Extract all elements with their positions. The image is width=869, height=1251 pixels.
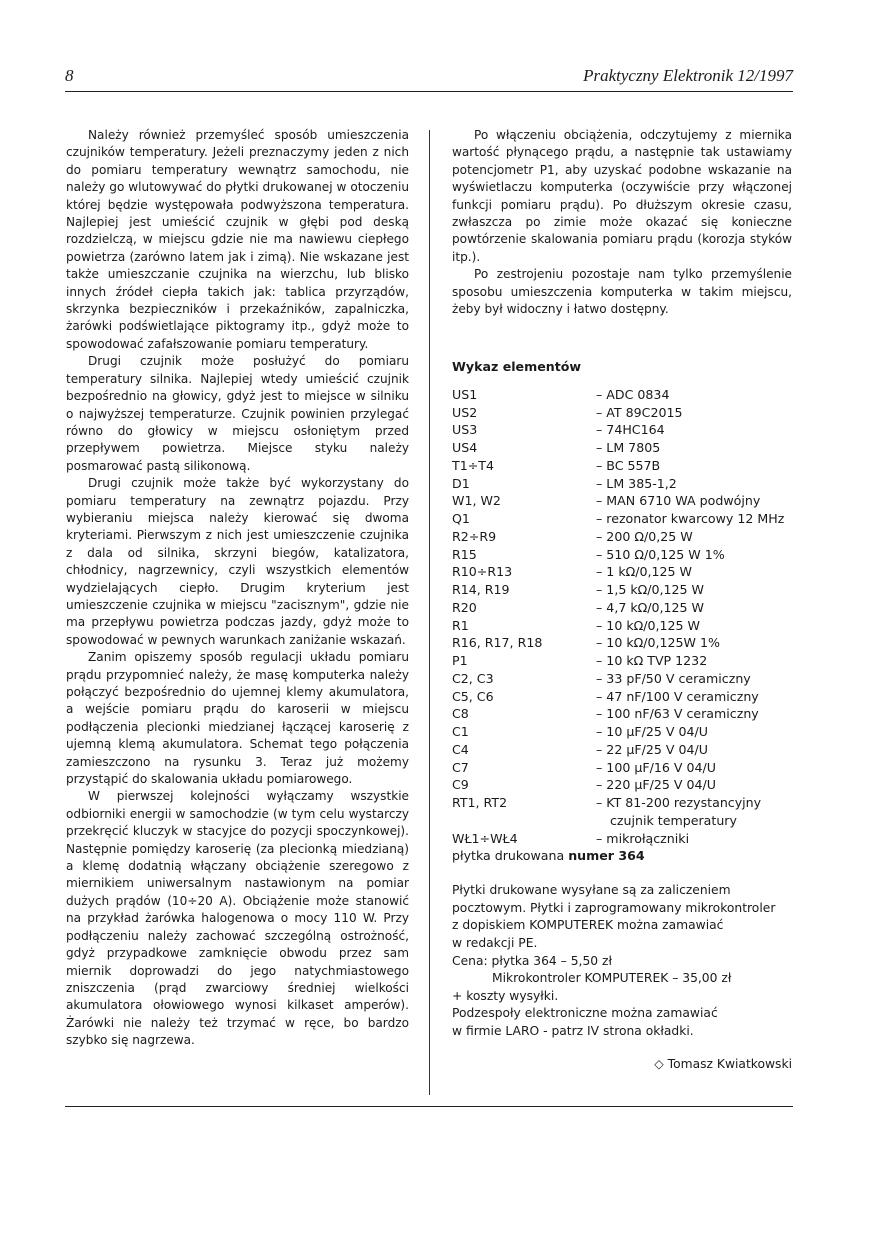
parts-list-item — [452, 421, 792, 439]
pcb-label: płytka drukowana — [452, 848, 565, 864]
parts-list-item — [452, 776, 792, 794]
part-value: – 74HC164 — [596, 422, 665, 438]
left-column — [66, 127, 409, 1050]
part-designator: C8 — [452, 706, 469, 722]
pcb-number: numer 364 — [568, 848, 645, 864]
info-line: Mikrokontroler KOMPUTEREK – 35,00 zł — [492, 971, 732, 986]
part-value: – 10 kΩ/0,125W 1% — [596, 635, 720, 651]
part-value: – mikrołączniki — [596, 830, 690, 846]
part-value: czujnik temperatury — [610, 812, 737, 828]
parts-list-item — [452, 475, 792, 493]
part-designator: C7 — [452, 759, 469, 775]
parts-list-item — [452, 563, 792, 581]
ordering-info — [452, 882, 792, 1040]
info-line: Podzespoły elektroniczne można zamawiać — [452, 1006, 718, 1021]
part-value: – 200 Ω/0,25 W — [596, 528, 693, 544]
part-designator: R20 — [452, 599, 477, 615]
parts-list-item — [452, 634, 792, 652]
author-signature: ◇ Tomasz Kwiatkowski — [654, 1057, 792, 1072]
parts-list-item — [452, 546, 792, 564]
paragraph: Po zestrojeniu pozostaje nam tylko przemyślenie sposobu umieszczenia komputerka w takim miejscu, żeby był widoczny i łatwo dostępny. — [452, 267, 792, 317]
column-divider — [429, 130, 430, 1095]
part-designator: WŁ1÷WŁ4 — [452, 830, 518, 846]
parts-list — [452, 386, 792, 848]
part-value: – 100 μF/16 V 04/U — [596, 759, 716, 775]
part-value: – LM 385-1,2 — [596, 475, 677, 491]
paragraph: Drugi czujnik może posłużyć do pomiaru temperatury silnika. Najlepiej wtedy umieścić czujnik bezpośrednio na głowicy, gdyż jest to miejsce w silniku o najwyższej temperaturze. Czujnik powinien przylegać równo do głowicy w miejscu osłoniętym przed przepływem powietrza. Miejsce styku należy posmarować pastą silikonową. — [66, 354, 409, 473]
part-designator: US3 — [452, 422, 478, 438]
parts-list-item — [452, 581, 792, 599]
part-designator: R15 — [452, 546, 477, 562]
part-value: – 10 kΩ/0,125 W — [596, 617, 700, 633]
parts-list-item — [452, 794, 792, 812]
parts-list-item — [452, 510, 792, 528]
parts-list-item — [452, 492, 792, 510]
parts-list-item — [452, 830, 792, 848]
part-value: – 22 μF/25 V 04/U — [596, 741, 708, 757]
paragraph: W pierwszej kolejności wyłączamy wszystkie odbiorniki energii w samochodzie (w tym celu wystarczy przekręcić kluczyk w stacyjce do pozycji spoczynkowej). Następnie pomiędzy karoserię (za plecionką miedzianą) a klemę dodatnią włączany obciążenie szeregowo z miernikiem uniwersalnym nastawionym na pomiar dużych prądów (10÷20 A). Obciążenie może stanowić na przykład żarówka halogenowa o mocy 110 W. Przy podłączeniu należy zachować szczególną ostrożność, gdyż przypadkowe zamknięcie obwodu przez sam miernik doprowadzi do jego natychmiastowego zniszczenia (prąd zwarciowy średniej wielkości akumulatora ołowiowego wynosi kilkaset amperów). Żarówki nie należy też trzymać w ręce, bo bardzo szybko się nagrzewa. — [66, 789, 409, 1048]
part-designator: C5, C6 — [452, 688, 494, 704]
part-value: – 10 μF/25 V 04/U — [596, 724, 708, 740]
parts-list-item — [452, 457, 792, 475]
part-value: – 220 μF/25 V 04/U — [596, 777, 716, 793]
info-line: w firmie LARO - patrz IV strona okładki. — [452, 1023, 694, 1038]
parts-list-item — [452, 404, 792, 422]
part-designator: C2, C3 — [452, 670, 494, 686]
part-value: – 4,7 kΩ/0,125 W — [596, 599, 705, 615]
paragraph: Zanim opiszemy sposób regulacji układu pomiaru prądu przypomnieć należy, że masę komputerka należy połączyć bezpośrednio do ujemnej klemy akumulatora, a wejście pomiaru prądu do karoserii w miejscu podłączenia plecionki miedzianej łączącej karoserię z ujemną klemą akumulatora. Schemat tego połączenia zamieszczono na rysunku 3. Teraz już możemy przystąpić do skalowania układu pomiarowego. — [66, 650, 409, 787]
parts-list-item — [452, 705, 792, 723]
parts-list-item — [452, 652, 792, 670]
part-designator: R2÷R9 — [452, 528, 497, 544]
parts-list-item — [452, 741, 792, 759]
part-value: – KT 81-200 rezystancyjny — [596, 795, 762, 811]
part-designator: R10÷R13 — [452, 564, 513, 580]
parts-list-item — [452, 688, 792, 706]
info-line: + koszty wysyłki. — [452, 988, 559, 1003]
parts-list-title: Wykaz elementów — [452, 359, 582, 375]
part-value: – 33 pF/50 V ceramiczny — [596, 670, 751, 686]
part-designator: R14, R19 — [452, 582, 510, 598]
footer-rule — [65, 1106, 793, 1107]
paragraph: Drugi czujnik może także być wykorzystany do pomiaru temperatury na zewnątrz pojazdu. Przy wybieraniu miejsca należy kierować się dwoma kryteriami. Pierwszym z nich jest umieszczenie czujnika z dala od silnika, skrzyni biegów, katalizatora, chłodnicy, nagrzewnicy, czyli wszystkich elementów wydzielających ciepło. Drugim kryterium jest umieszczenie czujnika w miejscu "zacisznym", gdzie nie ma przepływu powietrza podczas jazdy, gdyż może to spowodować w pewnych warunkach zaniżanie wskazań. — [66, 476, 409, 647]
part-value: – AT 89C2015 — [596, 404, 683, 420]
parts-list-item — [452, 670, 792, 688]
pcb-line — [452, 847, 792, 865]
part-value: – 510 Ω/0,125 W 1% — [596, 546, 725, 562]
part-value: – 100 nF/63 V ceramiczny — [596, 706, 759, 722]
part-designator: C1 — [452, 724, 469, 740]
info-line: pocztowym. Płytki i zaprogramowany mikrokontroler — [452, 900, 776, 915]
part-value: – 10 kΩ TVP 1232 — [596, 653, 708, 669]
header-rule — [65, 91, 793, 92]
part-designator: RT1, RT2 — [452, 795, 508, 811]
part-designator: C4 — [452, 741, 469, 757]
part-value: – 47 nF/100 V ceramiczny — [596, 688, 759, 704]
parts-list-item — [452, 723, 792, 741]
part-designator: T1÷T4 — [452, 457, 494, 473]
info-line: w redakcji PE. — [452, 935, 538, 950]
part-designator: C9 — [452, 777, 469, 793]
part-designator: US2 — [452, 404, 478, 420]
part-designator: R1 — [452, 617, 469, 633]
right-column — [452, 127, 792, 1074]
paragraph: Należy również przemyśleć sposób umieszczenia czujników temperatury. Jeżeli preznaczymy jeden z nich do pomiaru temperatury wewnątrz samochodu, nie należy go wlutowywać do płytki drukowanej w otoczeniu której będzie występowała podwyższona temperatura. Najlepiej jest umieścić czujnik w głębi pod deską rozdzielczą, w miejscu gdzie nie ma nawiewu ciepłego powietrza (zarówno latem jak i zimą). Nie wskazane jest także umieszczanie czujnika na wierzchu, lub blisko innych źródeł ciepła takich jak: tablica przyrządów, skrzynka bezpieczników i przekaźników, zapalniczka, żarówki podświetlające piktogramy itp., gdyż może to spowodować zafałszowanie pomiaru temperatury. — [66, 128, 409, 351]
parts-list-item — [452, 386, 792, 404]
part-value: – BC 557B — [596, 457, 661, 473]
parts-list-item — [452, 617, 792, 635]
part-designator: Q1 — [452, 511, 470, 527]
part-value: – 1,5 kΩ/0,125 W — [596, 582, 705, 598]
parts-list-item — [452, 812, 792, 830]
page-number: 8 — [65, 66, 74, 85]
part-designator: R16, R17, R18 — [452, 635, 543, 651]
parts-list-item — [452, 528, 792, 546]
parts-list-item — [452, 759, 792, 777]
part-designator: US1 — [452, 386, 478, 402]
info-line: Płytki drukowane wysyłane są za zaliczeniem — [452, 883, 731, 898]
part-value: – ADC 0834 — [596, 386, 670, 402]
part-designator — [452, 812, 596, 830]
parts-list-item — [452, 599, 792, 617]
info-line: Cena: płytka 364 – 5,50 zł — [452, 953, 612, 968]
part-value: – LM 7805 — [596, 440, 661, 456]
part-designator: W1, W2 — [452, 493, 501, 509]
paragraph: Po włączeniu obciążenia, odczytujemy z miernika wartość płynącego prądu, a następnie tak ustawiamy potencjometr P1, aby uzyskać podobne wskazanie na wyświetlaczu komputerka (oczywiście przy włączonej funkcji pomiaru prądu). Po dłuższym okresie czasu, zwłaszcza po zimie może okazać się konieczne powtórzenie skalowania pomiaru prądu (korozja styków itp.). — [452, 128, 792, 264]
part-designator: P1 — [452, 653, 468, 669]
page-header — [65, 66, 793, 90]
parts-list-item — [452, 439, 792, 457]
journal-title: Praktyczny Elektronik 12/1997 — [583, 66, 793, 85]
part-value: – MAN 6710 WA podwójny — [596, 493, 761, 509]
part-designator: D1 — [452, 475, 470, 491]
part-designator: US4 — [452, 440, 478, 456]
part-value: – 1 kΩ/0,125 W — [596, 564, 692, 580]
part-value: – rezonator kwarcowy 12 MHz — [596, 511, 785, 527]
info-line: z dopiskiem KOMPUTEREK można zamawiać — [452, 918, 724, 933]
